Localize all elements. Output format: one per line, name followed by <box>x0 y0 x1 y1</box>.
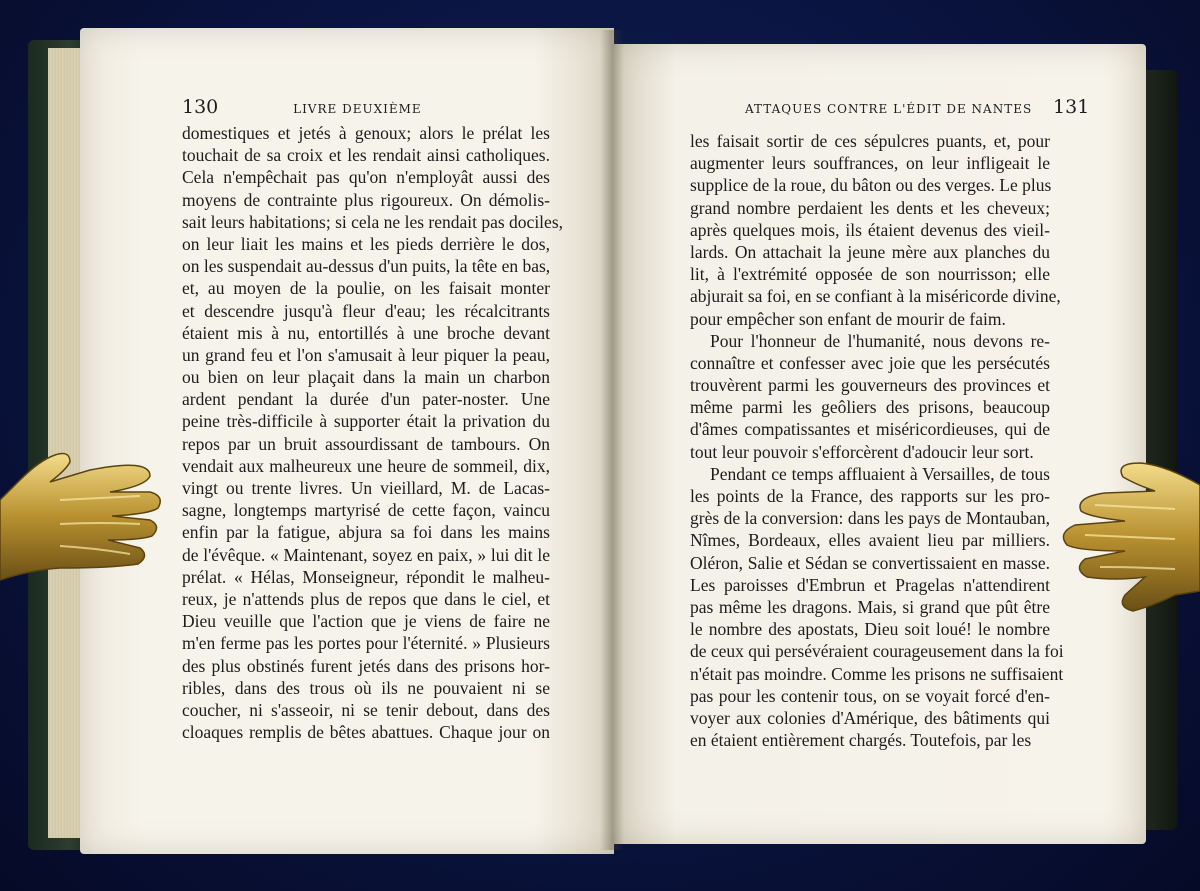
text-line: trouvèrent parmi les gouverneurs des provinces et <box>690 375 1050 396</box>
right-body-text <box>690 130 1064 751</box>
left-body-text <box>182 122 564 743</box>
text-line: vendait aux malheureux une heure de sommeil, dix, <box>182 455 550 476</box>
left-running-head: LIVRE DEUXIÈME <box>293 102 422 116</box>
text-line: lards. On attachait la jeune mère aux planches du <box>690 241 1050 262</box>
text-line: de ceux qui persévéraient courageusement dans la foi <box>690 641 1064 662</box>
text-line: connaître et confesser avec joie que les persécutés <box>690 352 1050 373</box>
right-brass-hand-icon <box>1045 455 1200 635</box>
text-line: peine très-difficile à supporter était la privation du <box>182 411 550 432</box>
text-line: pour empêcher son enfant de mourir de faim. <box>690 308 1006 329</box>
text-line: sait leurs habitations; si cela ne les rendait pas dociles, <box>182 211 564 232</box>
text-line: voyer aux colonies d'Amérique, des bâtiments qui <box>690 707 1050 728</box>
text-line: lit, à l'extrémité opposée de son nourrisson; elle <box>690 264 1050 285</box>
text-line: sagne, longtemps martyrisé de cette façon, vaincu <box>182 500 550 521</box>
text-line: supplice de la roue, du bâton ou des verges. Le plus <box>690 175 1052 196</box>
right-page-number: 131 <box>1053 96 1090 118</box>
text-line: le nombre des apostats, Dieu soit loué! le nombre <box>690 619 1050 640</box>
text-line: grand nombre perdaient les dents et les cheveux; <box>690 197 1050 218</box>
text-line: même parmi les geôliers des prisons, beaucoup <box>690 397 1050 418</box>
text-line: les points de la France, des rapports sur les pro- <box>690 486 1050 506</box>
book-gutter <box>600 30 624 850</box>
text-line: d'âmes compatissantes et miséricordieuses, qui de <box>690 419 1050 440</box>
text-line: Nîmes, Bordeaux, elles avaient lieu par milliers. <box>690 530 1050 551</box>
text-line: on leur liait les mains et les pieds derrière le dos, <box>182 233 550 254</box>
text-line: ou bien on leur plaçait dans la main un charbon <box>182 367 550 388</box>
text-line: tout leur pouvoir s'efforcèrent d'adoucir leur sort. <box>690 441 1034 462</box>
text-line: les faisait sortir de ces sépulcres puants, et, pour <box>690 131 1050 151</box>
text-line: domestiques et jetés à genoux; alors le prélat les <box>182 123 550 143</box>
text-line: Pour l'honneur de l'humanité, nous devons re- <box>710 330 1050 351</box>
text-line: m'en ferme pas les portes pour l'éternité. » Plusieurs <box>182 633 550 654</box>
right-running-head: ATTAQUES CONTRE L'ÉDIT DE NANTES <box>745 102 1033 116</box>
text-line: Dieu veuille que l'action que je viens de faire ne <box>182 611 550 632</box>
text-line: repos par un bruit assourdissant de tambours. On <box>182 433 550 454</box>
text-line: n'était pas moindre. Comme les prisons ne suffisaient <box>690 663 1064 684</box>
text-line: prélat. « Hélas, Monseigneur, répondit le malheu- <box>182 566 550 587</box>
text-line: reux, je n'attends plus de repos que dans le ciel, et <box>182 588 550 609</box>
right-running-header <box>745 96 1089 118</box>
text-line: touchait de sa croix et les rendait ainsi catholiques. <box>182 145 550 166</box>
text-line: pas même les dragons. Mais, si grand que pût être <box>690 596 1050 617</box>
text-line: augmenter leurs souffrances, on leur infligeait le <box>690 153 1050 174</box>
text-line: cloaques remplis de bêtes abattues. Chaque jour on <box>182 722 550 743</box>
text-line: grès de la conversion: dans les pays de Montauban, <box>690 508 1050 529</box>
text-line: et descendre jusqu'à fleur d'eau; les récalcitrants <box>182 300 550 321</box>
text-line: ribles, dans des trous où ils ne pouvaient ni se <box>182 677 550 698</box>
text-line: pas pour les contenir tous, on se voyait forcé d'en- <box>690 685 1050 706</box>
text-line: de l'évêque. « Maintenant, soyez en paix, » lui dit le <box>182 544 550 565</box>
text-line: moyens de contrainte plus rigoureux. On démolis- <box>182 189 550 210</box>
left-running-header <box>182 96 422 118</box>
text-line: Pendant ce temps affluaient à Versailles, de tous <box>710 463 1050 484</box>
text-line: en étaient entièrement chargés. Toutefois, par les <box>690 730 1032 751</box>
left-brass-hand-icon <box>0 440 170 620</box>
text-line: un grand feu et l'on s'amusait à leur piquer la peau, <box>182 344 550 365</box>
text-line: abjurait sa foi, en se confiant à la miséricorde divine, <box>690 286 1061 307</box>
text-line: on les suspendait au-dessus d'un puits, la tête en bas, <box>182 256 551 277</box>
text-line: Cela n'empêchait pas qu'on n'employât aussi des <box>182 167 550 188</box>
text-line: vingt ou trente livres. Un vieillard, M. de Lacas- <box>182 478 550 498</box>
text-line: après quelques mois, ils étaient devenus des vieil- <box>690 219 1050 240</box>
text-line: coucher, ni s'asseoir, ni se tenir debout, dans des <box>182 699 550 720</box>
text-line: étaient mis à nu, entortillés à une broche devant <box>182 322 550 343</box>
text-line: ardent pendant la durée d'un pater-noster. Une <box>182 389 550 410</box>
text-line: des plus obstinés furent jetés dans des prisons hor- <box>182 655 550 676</box>
text-line: Les paroisses d'Embrun et Pragelas n'attendirent <box>690 574 1050 595</box>
text-line: et, au moyen de la poulie, on les faisait monter <box>182 278 550 299</box>
text-line: Oléron, Salie et Sédan se convertissaient en masse. <box>690 552 1050 573</box>
text-line: enfin par la fatigue, abjura sa foi dans les mains <box>182 522 550 543</box>
left-page-number: 130 <box>182 96 219 118</box>
